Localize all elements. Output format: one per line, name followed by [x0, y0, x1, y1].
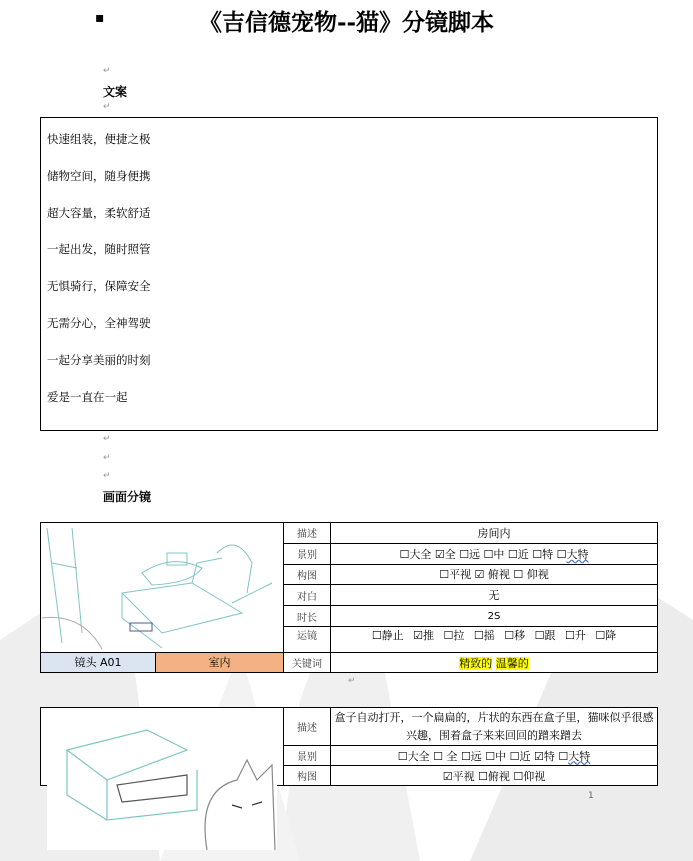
box-cat-sketch-image [47, 710, 277, 850]
keyword: 精致的 [459, 656, 493, 670]
copy-line: 超大容量，柔软舒适 [47, 206, 151, 220]
room-sketch-image [42, 523, 283, 649]
scale-options: ☐大全 ☐ 全 ☐远 ☐中 ☐近 ☑特 ☐ [397, 749, 569, 763]
sketch-cell [41, 523, 284, 653]
label-dialog: 对白 [284, 585, 331, 606]
scale-option-extreme: 大特 [566, 547, 589, 561]
keyword: 温馨的 [495, 656, 529, 670]
shot-table-1 [40, 522, 658, 673]
desc-value: 盒子自动打开，一个扁扁的，片状的东西在盒子里，猫咪似乎很感兴趣，围着盒子来来回回的蹭来蹭去 [331, 708, 658, 746]
label-camera: 运镜 [284, 626, 331, 652]
paragraph-mark: ↵ [348, 676, 356, 686]
copy-heading: 文案 [103, 85, 128, 99]
label-comp: 构图 [284, 564, 331, 585]
copy-line: 一起出发，随时照管 [47, 242, 151, 256]
shot-meta-cell [41, 653, 284, 673]
bullet: ▪ [95, 10, 105, 26]
paragraph-mark: ↵ [103, 434, 111, 444]
label-scale: 景别 [284, 746, 331, 766]
camera-value: ☐静止 ☑推 ☐拉 ☐摇 ☐移 ☐跟 ☐升 ☐降 [331, 626, 658, 652]
page-number: 1 [588, 791, 594, 801]
scale-value [331, 543, 658, 564]
keywords-value [331, 653, 658, 673]
copy-line: 无需分心，全神驾驶 [47, 316, 151, 330]
paragraph-mark: ↵ [103, 102, 111, 112]
copy-line: 无惧骑行，保障安全 [47, 279, 151, 293]
duration-value: 2S [331, 606, 658, 627]
copy-line: 一起分享美丽的时刻 [47, 353, 151, 367]
label-desc: 描述 [284, 708, 331, 746]
label-keywords: 关键词 [284, 653, 331, 673]
shot-id: 镜头 A01 [41, 653, 156, 672]
label-desc: 描述 [284, 523, 331, 544]
copy-box [40, 117, 658, 431]
copy-line: 爱是一直在一起 [47, 390, 128, 404]
desc-value: 房间内 [331, 523, 658, 544]
scale-value [331, 746, 658, 766]
copy-line: 快速组装，便捷之极 [47, 132, 151, 146]
label-duration: 时长 [284, 606, 331, 627]
comp-value: ☐平视 ☑ 俯视 ☐ 仰视 [331, 564, 658, 585]
copy-line: 储物空间，随身便携 [47, 169, 151, 183]
label-comp: 构图 [284, 766, 331, 786]
paragraph-mark: ↵ [103, 471, 111, 481]
scale-options: ☐大全 ☑全 ☐远 ☐中 ☐近 ☐特 ☐ [399, 547, 567, 561]
page-title: 《吉信德宠物--猫》分镜脚本 [198, 9, 495, 36]
paragraph-mark: ↵ [103, 66, 111, 76]
comp-value: ☑平视 ☐俯视 ☐仰视 [331, 766, 658, 786]
dialog-value: 无 [331, 585, 658, 606]
shot-location: 室内 [156, 653, 283, 672]
scale-option-extreme: 大特 [568, 749, 591, 763]
storyboard-heading: 画面分镜 [103, 490, 152, 504]
paragraph-mark: ↵ [103, 453, 111, 463]
label-scale: 景别 [284, 543, 331, 564]
